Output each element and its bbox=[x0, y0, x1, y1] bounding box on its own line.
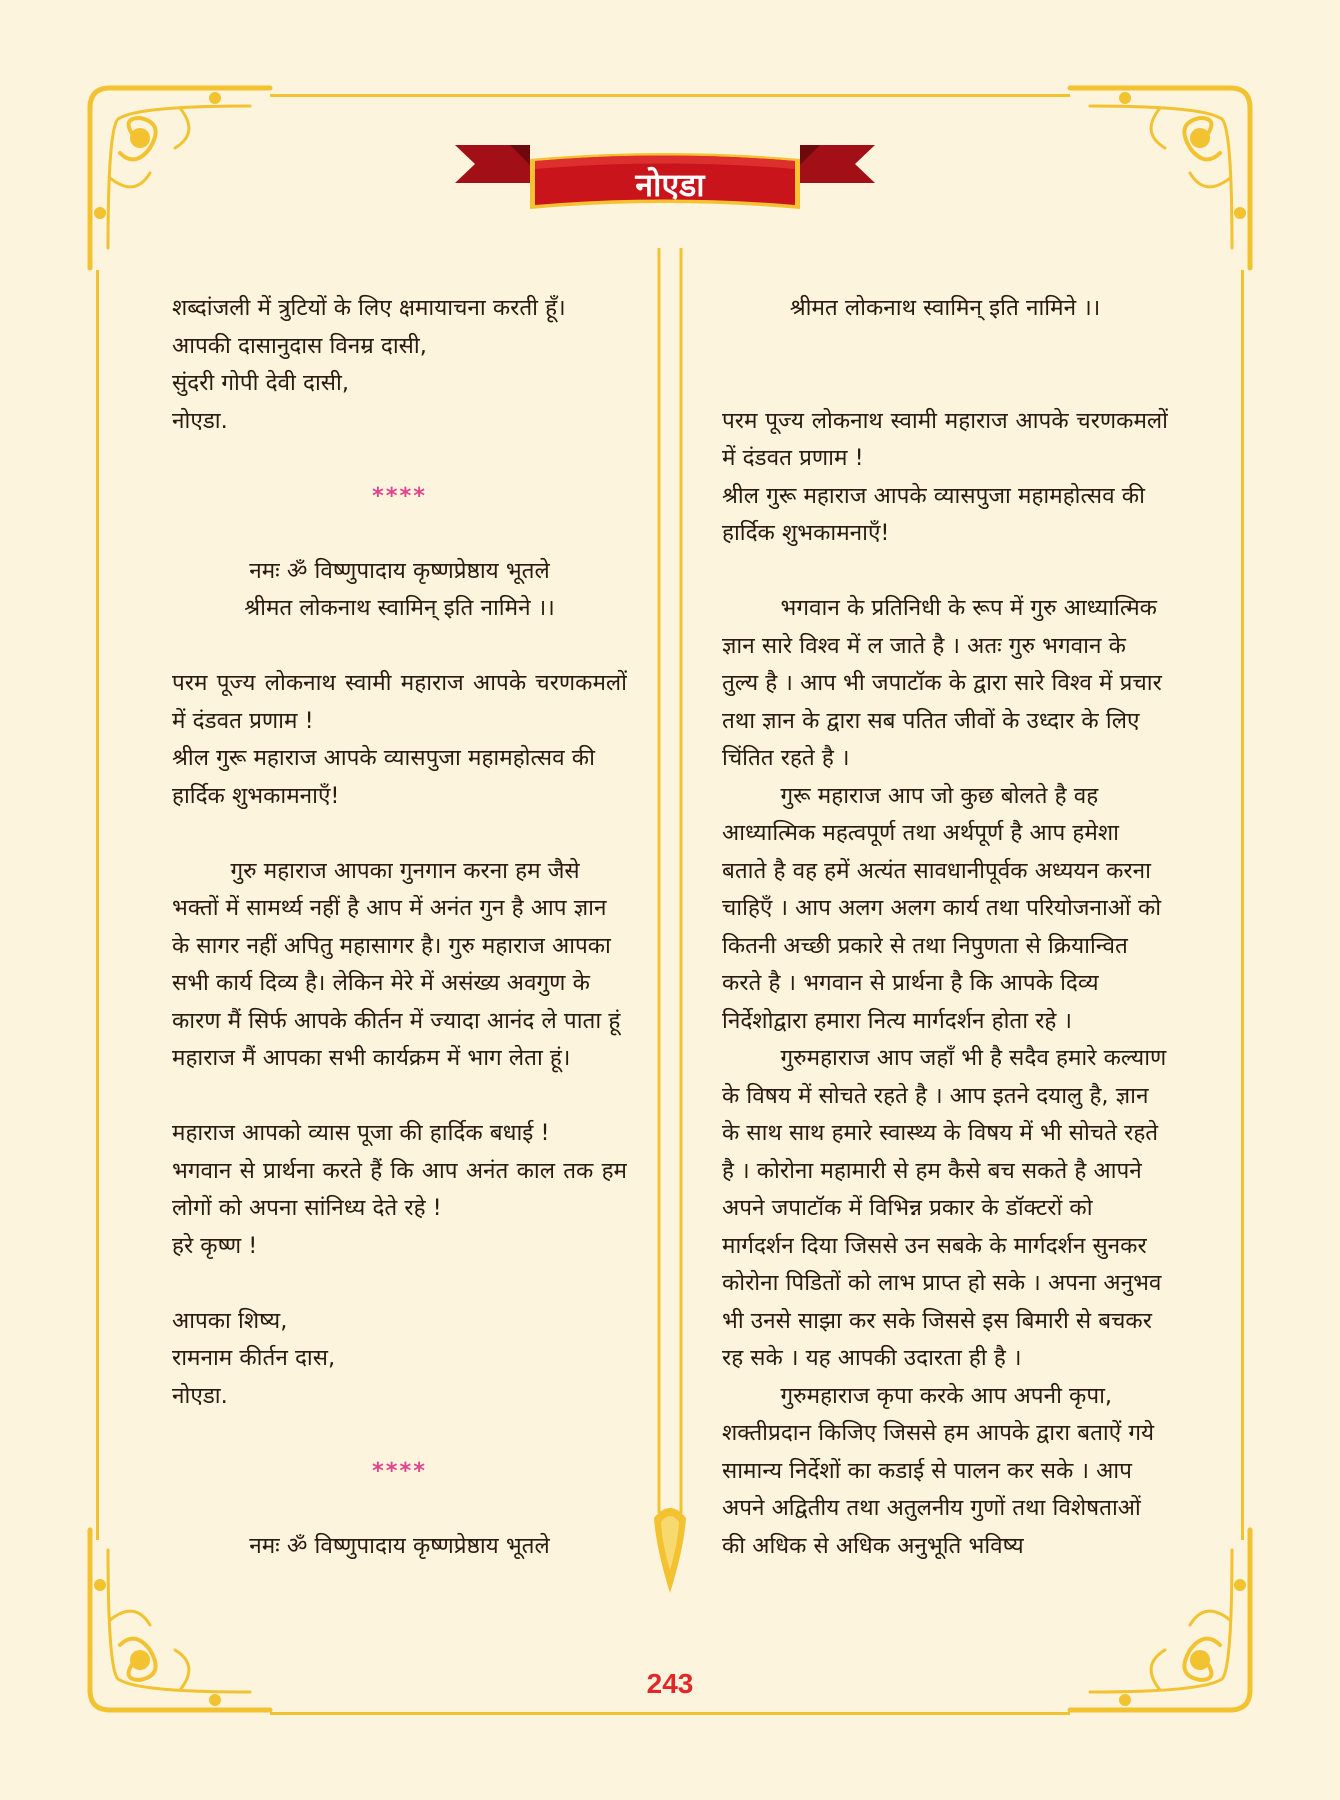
corner-ornament-top-right bbox=[1060, 78, 1260, 278]
paragraph: रामनाम कीर्तन दास, bbox=[172, 1345, 336, 1371]
banner-title: नोएडा bbox=[635, 166, 705, 204]
border-top-line bbox=[270, 94, 1070, 97]
paragraph: आपकी दासानुदास विनम्र दासी, bbox=[172, 332, 427, 359]
paragraph: श्रील गुरू महाराज आपके व्यासपुजा महामहोत्सव की हार्दिक शुभकामनाएँ! bbox=[172, 745, 595, 809]
paragraph: श्रीमत लोकनाथ स्वामिन् इति नामिने ।। bbox=[789, 295, 1101, 321]
paragraph: नोएडा. bbox=[172, 1382, 228, 1409]
paragraph: गुरुमहाराज कृपा करके आप अपनी कृपा, शक्तीप्रदान किजिए जिससे हम आपके द्वारा बताऐं गये सामान्य निर्देशों का कडाई से पालन कर सके । आप अपने अद्वितीय तथा अतुलनीय गुणों तथा विशेषताओं की अधिक से अधिक अनुभूति भविष्य bbox=[722, 1382, 1155, 1559]
paragraph: आपका शिष्य, bbox=[172, 1307, 288, 1334]
paragraph: गुरू महाराज आप जो कुछ बोलते है वह आध्यात्मिक महत्वपूर्ण तथा अर्थपूर्ण है आप हमेशा बताते है वह हमें अत्यंत सावधानीपूर्वक अध्ययन करना चाहिएँ । आप अलग अलग कार्य तथा परियोजनाओं को कितनी अच्छी प्रकारे से तथा निपुणता से क्रियान्वित करते है । भगवान से प्रार्थना है कि आपके दिव्य निर्देशोद्वारा हमारा नित्य मार्गदर्शन होता रहे । bbox=[722, 782, 1162, 1034]
corner-ornament-top-left bbox=[80, 78, 280, 278]
border-right-line bbox=[1241, 270, 1244, 1540]
left-column bbox=[172, 290, 627, 1610]
paragraph: गुरुमहाराज आप जहाँ भी है सदैव हमारे कल्याण के विषय में सोचते रहते है । आप इतने दयालु है, ज्ञान के साथ साथ हमारे स्वास्थ्य के विषय में भी सोचते रहते है । कोरोना महामारी से हम कैसे बच सकते है आपने अपने जपाटॉक में विभिन्न प्रकार के डॉक्टरों को मार्गदर्शन दिया जिससे उन सबके के मार्गदर्शन सुनकर कोरोना पिडितों को लाभ प्राप्त हो सके । अपना अनुभव भी उनसे साझा कर सके जिससे इस बिमारी से बचकर रह सके । यह आपकी उदारता ही है । bbox=[722, 1045, 1167, 1371]
section-separator: **** bbox=[371, 482, 428, 509]
spacer bbox=[722, 328, 1168, 366]
spacer bbox=[172, 440, 627, 478]
paragraph: शब्दांजली में त्रुटियों के लिए क्षमायाचना करती हूँ। bbox=[172, 295, 566, 321]
border-left-line bbox=[96, 270, 99, 1540]
spacer bbox=[172, 1078, 627, 1116]
paragraph: परम पूज्य लोकनाथ स्वामी महाराज आपके चरणकमलों में दंडवत प्रणाम ! bbox=[172, 670, 627, 734]
spacer bbox=[172, 1415, 627, 1453]
spacer bbox=[172, 628, 627, 666]
paragraph: हरे कृष्ण ! bbox=[172, 1232, 258, 1259]
border-bottom-line bbox=[270, 1712, 1070, 1715]
section-separator: **** bbox=[371, 1457, 428, 1484]
paragraph: गुरु महाराज आपका गुनगान करना हम जैसे भक्तों में सामर्थ्य नहीं है आप में अनंत गुन है आप ज्ञान के सागर नहीं अपितु महासागर है। गुरु महाराज आपका सभी कार्य दिव्य है। लेकिन मेरे में असंख्य अवगुण के कारण मैं सिर्फ आपके कीर्तन में ज्यादा आनंद ले पाता हूं महाराज मैं आपका सभी कार्यक्रम में भाग लेता हूं। bbox=[172, 857, 621, 1071]
page-number: 243 bbox=[646, 1668, 694, 1699]
paragraph: भगवान के प्रतिनिधी के रूप में गुरु आध्यात्मिक ज्ञान सारे विश्व में ल जाते है । अतः गुरु भगवान के तुल्य है । आप भी जपाटॉक के द्वारा सारे विश्व में प्रचार तथा ज्ञान के द्वारा सब पतित जीवों के उध्दार के लिए चिंतित रहते है । bbox=[722, 595, 1162, 771]
paragraph: नमः ॐ विष्णुपादाय कृष्णप्रेष्ठाय भूतले bbox=[249, 557, 550, 584]
column-divider bbox=[640, 248, 700, 1593]
paragraph: श्रीमत लोकनाथ स्वामिन् इति नामिने ।। bbox=[244, 595, 555, 621]
paragraph: श्रील गुरू महाराज आपके व्यासपुजा महामहोत्सव की हार्दिक शुभकामनाएँ! bbox=[722, 482, 1145, 546]
paragraph: नोएडा. bbox=[172, 407, 228, 434]
right-column bbox=[722, 290, 1168, 1610]
spacer bbox=[722, 365, 1168, 403]
paragraph: भगवान से प्रार्थना करते हैं कि आप अनंत काल तक हम लोगों को अपना सांनिध्य देते रहे ! bbox=[172, 1157, 627, 1221]
spacer bbox=[172, 1490, 627, 1528]
spacer bbox=[172, 815, 627, 853]
paragraph: सुंदरी गोपी देवी दासी, bbox=[172, 370, 349, 396]
spacer bbox=[172, 515, 627, 553]
spacer bbox=[172, 1265, 627, 1303]
paragraph: नमः ॐ विष्णुपादाय कृष्णप्रेष्ठाय भूतले bbox=[249, 1532, 550, 1559]
spacer bbox=[722, 553, 1168, 591]
paragraph: महाराज आपको व्यास पूजा की हार्दिक बधाई ! bbox=[172, 1120, 550, 1146]
paragraph: परम पूज्य लोकनाथ स्वामी महाराज आपके चरणकमलों में दंडवत प्रणाम ! bbox=[722, 407, 1168, 471]
